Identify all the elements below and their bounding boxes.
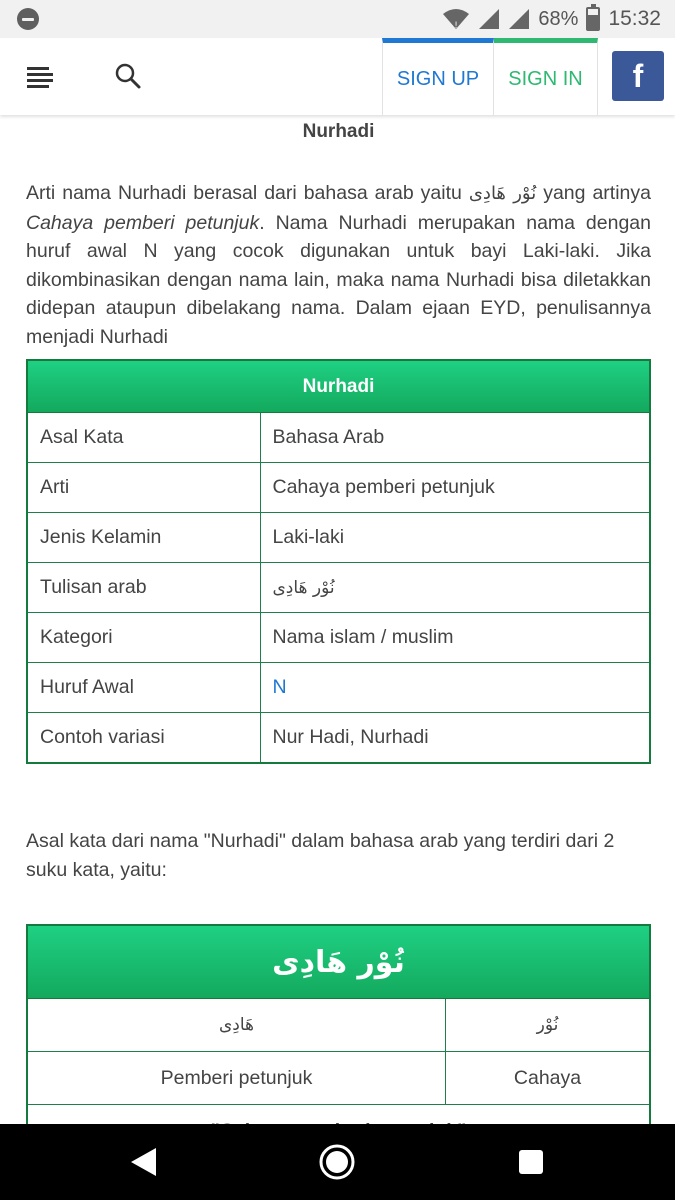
table-header: Nurhadi <box>27 360 650 413</box>
table-row <box>27 513 650 563</box>
row-value: نُوْر هَادِى <box>260 563 650 613</box>
intro-text: . Nama Nurhadi merupakan nama dengan huruf awal N yang cocok digunakan untuk bayi Laki-laki. Jika dikombinasikan dengan nama lain, maka nama Nurhadi bisa diletakkan didepan ataupun dibelakang nama. Dalam ejaan EYD, penulisannya menjadi Nurhadi <box>26 211 651 348</box>
search-icon[interactable] <box>114 62 142 90</box>
row-key: Contoh variasi <box>27 713 260 763</box>
menu-icon[interactable] <box>26 63 54 91</box>
arabic-table-header: نُوْر هَادِى <box>27 925 650 999</box>
intro-arabic: نُوْر هَادِى <box>468 183 537 204</box>
table-row <box>27 563 650 613</box>
word-meaning: Cahaya <box>446 1052 651 1105</box>
row-key: Asal Kata <box>27 413 260 463</box>
article-content <box>26 115 651 1089</box>
back-icon[interactable] <box>130 1147 158 1177</box>
row-key: Arti <box>27 463 260 513</box>
row-value: Bahasa Arab <box>260 413 650 463</box>
navigation-bar <box>0 1124 675 1200</box>
table-row <box>27 1052 650 1105</box>
table-row <box>27 999 650 1052</box>
row-key: Huruf Awal <box>27 663 260 713</box>
intro-paragraph <box>26 179 651 351</box>
intro-text: Arti nama Nurhadi berasal dari bahasa arab yaitu <box>26 182 469 204</box>
word-meaning: Pemberi petunjuk <box>27 1052 446 1105</box>
arabic-word: نُوْر <box>446 999 651 1052</box>
recent-apps-icon[interactable] <box>519 1150 543 1174</box>
signal-icon <box>508 8 530 30</box>
do-not-disturb-icon <box>17 8 39 30</box>
arabic-word: هَادِى <box>27 999 446 1052</box>
initial-letter-link[interactable]: N <box>272 676 287 698</box>
row-value: Laki-laki <box>260 513 650 563</box>
name-info-table <box>26 359 651 764</box>
site-header <box>0 38 675 115</box>
row-key: Tulisan arab <box>27 563 260 613</box>
table-row <box>27 663 650 713</box>
facebook-button[interactable]: f <box>612 51 664 101</box>
table-row <box>27 613 650 663</box>
intro-meaning: Cahaya pemberi petunjuk <box>26 211 260 234</box>
row-value: Nama islam / muslim <box>260 613 650 663</box>
wifi-icon <box>442 8 470 30</box>
signal-icon <box>478 8 500 30</box>
table-row <box>27 463 650 513</box>
battery-percent: 68% <box>538 7 579 30</box>
row-key: Jenis Kelamin <box>27 513 260 563</box>
row-value: Nur Hadi, Nurhadi <box>260 713 650 763</box>
battery-icon <box>586 7 600 31</box>
syllable-paragraph: Asal kata dari nama "Nurhadi" dalam bahasa arab yang terdiri dari 2 suku kata, yaitu: <box>26 830 615 881</box>
status-bar-right <box>442 0 661 38</box>
page-title: Nurhadi <box>302 121 375 142</box>
row-key: Kategori <box>27 613 260 663</box>
table-row <box>27 713 650 763</box>
svg-text:!: ! <box>454 21 459 30</box>
sign-in-button[interactable]: SIGN IN <box>494 38 598 115</box>
clock: 15:32 <box>608 7 661 30</box>
row-value: Cahaya pemberi petunjuk <box>260 463 650 513</box>
table-row <box>27 413 650 463</box>
home-icon[interactable] <box>318 1143 356 1181</box>
intro-text: yang artinya <box>536 182 651 204</box>
sign-up-button[interactable]: SIGN UP <box>382 38 494 115</box>
row-value <box>260 663 650 713</box>
status-bar <box>0 0 675 38</box>
